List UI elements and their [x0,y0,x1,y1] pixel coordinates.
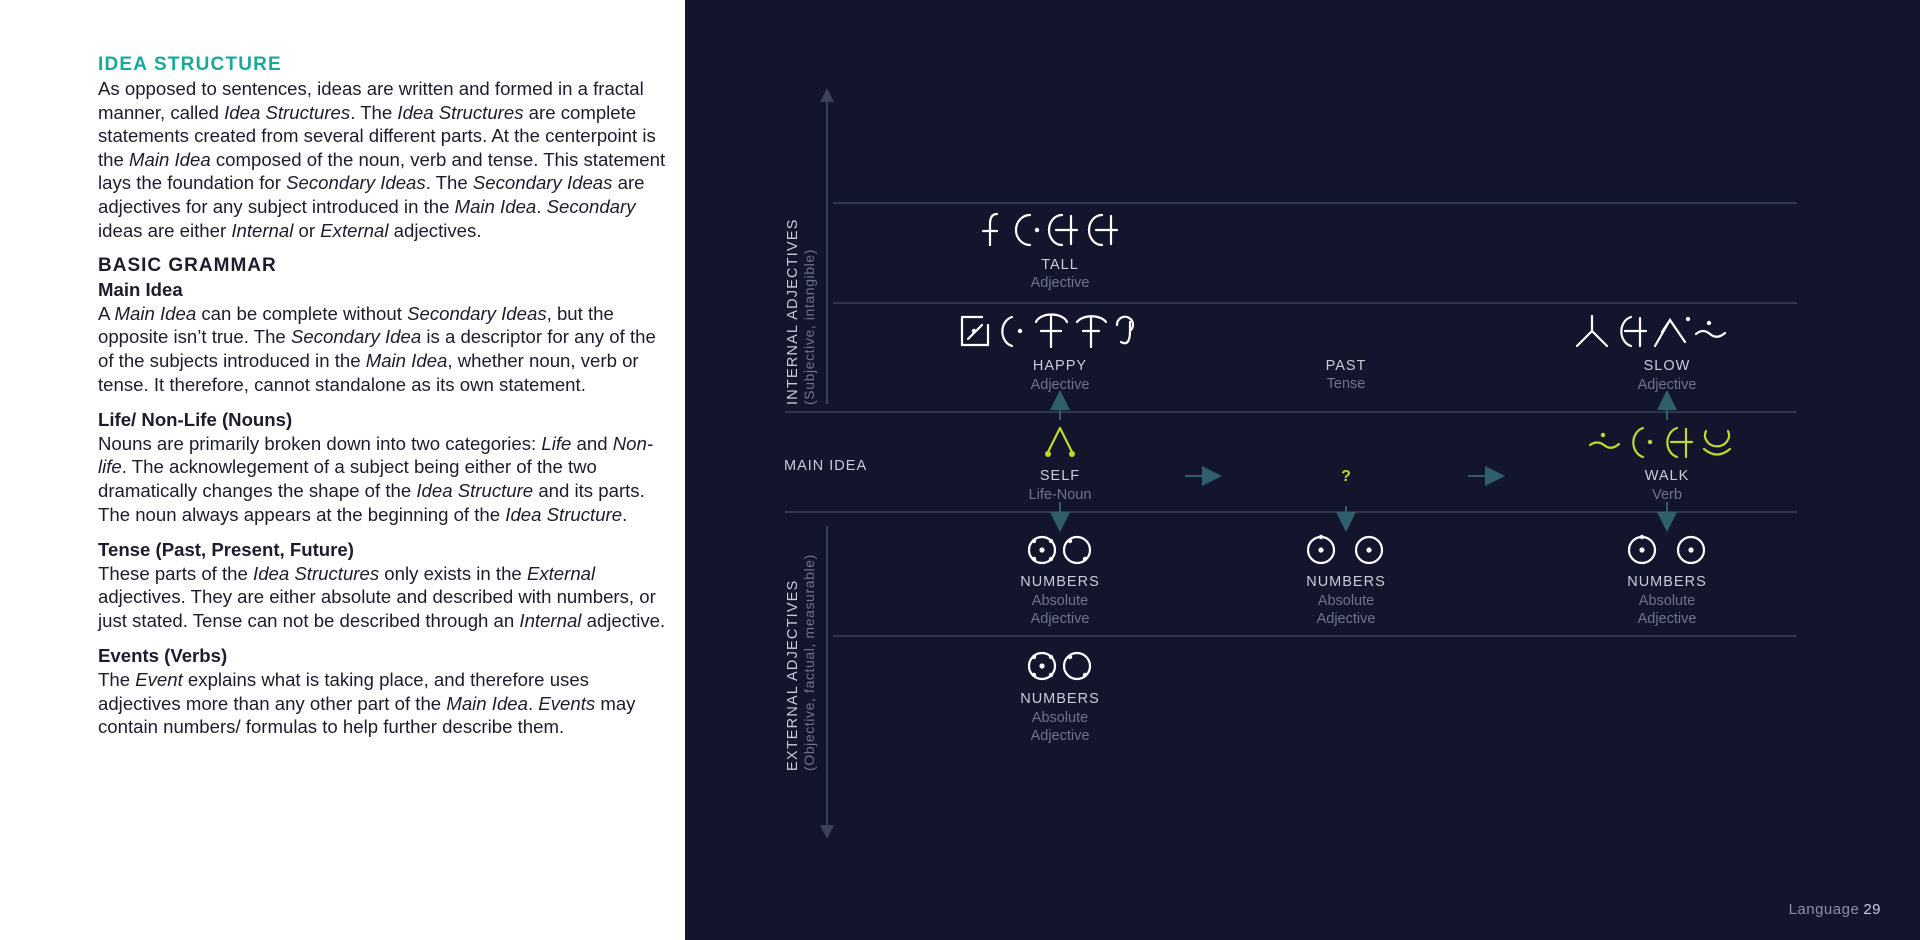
node-numbers-self-name: NUMBERS [1020,574,1100,590]
node-labels [1020,257,1707,744]
emphasis-term: Secondary Idea [290,326,422,348]
emphasis-term: Event [135,669,183,691]
emphasis-term: Idea Structures [224,101,351,123]
axis-internal-title: INTERNAL ADJECTIVES [785,218,801,405]
emphasis-term: Events [538,692,596,714]
events-heading: Events (Verbs) [98,645,228,667]
axis-external-subtitle: (Objective, factual, measurable) [801,554,817,771]
node-numbers-self-secondary [1020,691,1100,744]
intro-paragraph: As opposed to sentences, ideas are written and formed in a fractal manner, called Idea Structures. The Idea Structures are complete statements created from several different parts. At the centerpoint is the Main Idea composed of the noun, verb and tense. This statement lays the foundation for Secondary Ideas. The Secondary Ideas are adjectives for any subject introduced in the Main Idea. Secondary ideas are either Internal or External adjectives. [98,78,666,241]
node-happy-name: HAPPY [1032,358,1088,374]
node-self-name: SELF [1039,468,1081,484]
text-column [98,53,668,739]
idea-structure-diagram [685,0,1920,940]
node-numbers-walk-name: NUMBERS [1627,574,1707,590]
walk-glyphs-icon [1590,428,1730,457]
grid-lines [785,203,1797,636]
emphasis-term: Non-life [98,432,654,478]
main-idea-paragraph: A Main Idea can be complete without Secondary Ideas, but the opposite isn’t true. The Secondary Idea is a descriptor for any of the of the subjects introduced in the Main Idea, whether noun, verb or tense. It therefore, cannot standalone as its own statement. [98,302,656,395]
tense-heading: Tense (Past, Present, Future) [98,539,354,561]
node-slow-name: SLOW [1643,358,1691,374]
node-numbers-walk [1627,574,1707,627]
node-numbers-walk-type: Absolute [1638,593,1696,609]
self-glyph-icon [1045,428,1075,457]
emphasis-term: External [526,562,596,584]
axis-external-label [785,554,817,771]
basic-grammar-heading: BASIC GRAMMAR [98,255,277,277]
section-title: IDEA STRUCTURE [98,54,282,75]
node-numbers-self-type2: Adjective [1030,611,1090,627]
emphasis-term: Internal [519,609,582,631]
axis-internal-label [785,218,817,405]
node-past-type: Tense [1326,376,1366,392]
page-footer [1789,901,1881,918]
numbers-self-secondary-icon [1029,653,1090,679]
emphasis-term: Life [541,432,572,454]
main-idea-heading: Main Idea [98,279,183,301]
emphasis-term: Main Idea [129,148,211,170]
axis-arrow-up-icon [820,88,834,102]
tense-paragraph: These parts of the Idea Structures only exists in the External adjectives. They are either absolute and described with numbers, or just stated. Tense can not be described through an Internal adjective. [98,562,666,631]
node-numbers-past [1306,574,1386,627]
node-numbers-self [1020,574,1100,627]
page-number: 29 [1863,901,1881,918]
connectors [1060,400,1667,522]
node-tall-name: TALL [1041,257,1079,273]
node-past-name: PAST [1325,358,1367,374]
emphasis-term: Idea Structure [505,503,623,525]
life-paragraph: Nouns are primarily broken down into two categories: Life and Non-life. The acknowlegement of a subject being either of the two dramatically changes the shape of the Idea Structure and its parts. The noun always appears at the beginning of the Idea Structure. [98,432,654,525]
node-happy-type: Adjective [1030,377,1090,393]
node-self [1029,468,1092,503]
node-numbers-self2-type: Absolute [1031,710,1089,726]
node-numbers-past-name: NUMBERS [1306,574,1386,590]
node-numbers-self-type: Absolute [1031,593,1089,609]
node-walk-type: Verb [1652,487,1682,503]
tall-glyphs-icon [983,214,1117,245]
emphasis-term: Idea Structure [416,479,534,501]
emphasis-term: Main Idea [365,349,448,371]
node-numbers-self2-type2: Adjective [1030,728,1090,744]
node-numbers-self2-name: NUMBERS [1020,691,1100,707]
emphasis-term: Main Idea [114,302,197,324]
emphasis-term: Internal [231,219,294,241]
node-slow-type: Adjective [1637,377,1697,393]
axis-internal-subtitle: (Subjective, intangible) [801,248,817,405]
left-page [0,0,685,940]
emphasis-term: External [320,219,389,241]
numbers-past-icon [1308,535,1382,563]
node-walk-name: WALK [1644,468,1690,484]
emphasis-term: Main Idea [454,195,537,217]
node-past [1326,358,1367,392]
right-page [685,0,1920,940]
node-numbers-past-type: Absolute [1317,593,1375,609]
axis-external-title: EXTERNAL ADJECTIVES [785,579,801,771]
footer-section: Language [1788,901,1860,918]
node-numbers-walk-type2: Adjective [1637,611,1697,627]
emphasis-term: Secondary Ideas [407,302,547,324]
happy-glyphs-icon [962,314,1133,347]
node-self-type: Life-Noun [1028,487,1092,503]
slow-glyphs-icon [1577,316,1725,346]
node-slow [1638,358,1697,393]
node-tall-type: Adjective [1030,275,1090,291]
node-numbers-past-type2: Adjective [1316,611,1376,627]
main-idea-label: MAIN IDEA [784,458,868,474]
node-tall [1031,257,1090,291]
emphasis-term: Secondary [546,195,636,217]
life-heading: Life/ Non-Life (Nouns) [98,409,293,431]
tense-question-mark: ? [1341,468,1351,485]
axis-arrow-down-icon [820,825,834,839]
emphasis-term: Secondary Ideas [286,172,426,194]
events-paragraph: The Event explains what is taking place, and therefore uses adjectives more than any other part of the Main Idea. Events may contain numbers/ formulas to help further describe them. [98,669,636,738]
emphasis-term: Secondary Ideas [472,172,613,194]
emphasis-term: Idea Structures [397,101,524,123]
node-happy [1031,358,1090,393]
numbers-self-icon [1029,537,1090,563]
emphasis-term: Main Idea [446,692,528,714]
node-walk [1645,468,1690,503]
emphasis-term: Idea Structures [253,562,380,584]
numbers-walk-icon [1629,535,1704,563]
